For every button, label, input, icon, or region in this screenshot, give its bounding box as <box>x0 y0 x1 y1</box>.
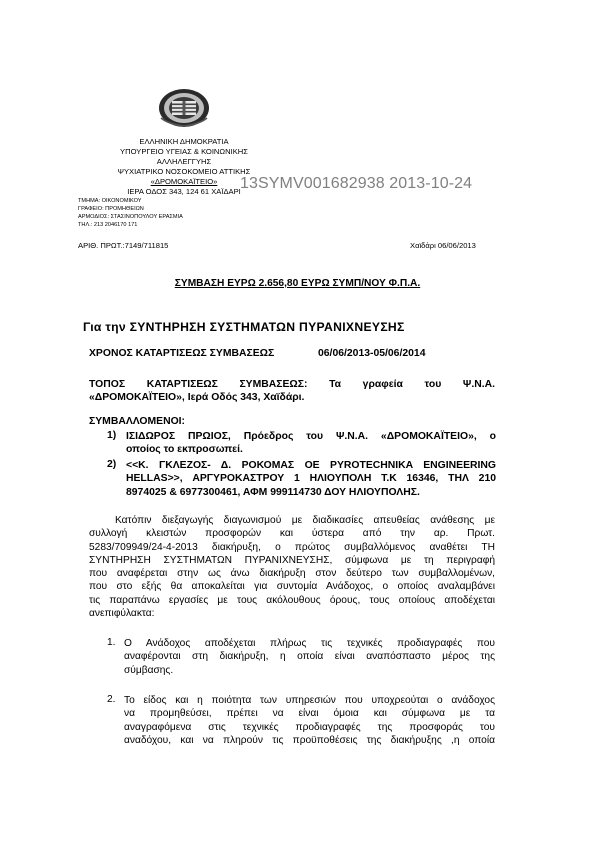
coat-of-arms-emblem <box>158 88 210 128</box>
term-1 <box>124 637 495 677</box>
term-1-line: αναφέρονται στη διακήρυξη, η οποία είναι αναπόσπαστο μέρος της <box>124 651 495 663</box>
header-office: ΓΡΑΦΕΙΟ: ΠΡΟΜΗΘΕΙΩΝ <box>78 206 144 212</box>
period-label: ΧΡΟΝΟΣ ΚΑΤΑΡΤΙΣΕΩΣ ΣΥΜΒΑΣΕΩΣ <box>89 348 275 359</box>
term-1-line: σύμβασης. <box>124 664 174 676</box>
term-2-line: να προμηθεύσει, πρέπει να είναι όμοια και σύμφωνα με τα <box>124 708 495 720</box>
intro-line: ανεπιφύλακτα: <box>89 608 155 620</box>
party-1-line: οποίος το εκπροσωπεί. <box>126 444 243 456</box>
party-2-line: 8974025 & 6977300461, ΑΦΜ 999114730 ΔΟΥ ΗΛΙΟΥΠΟΛΗΣ. <box>126 486 420 498</box>
term-2-line: αναδόχου, και να πληρούν τις προϋποθέσεις της διακήρυξης ,η οποία <box>124 734 495 746</box>
party-2-line: HELLAS>>, ΑΡΓΥΡΟΚΑΣΤΡΟΥ 1 ΗΛΙΟΥΠΟΛΗ Τ.Κ 16346, ΤΗΛ 210 <box>126 473 496 485</box>
party-number: 2) <box>107 459 117 470</box>
intro-line: Κατόπιν διεξαγωγής διαγωνισμού με διαδικασίες απευθείας ανάθεσης με <box>115 515 495 526</box>
parties-heading: ΣΥΜΒΑΛΛΟΜΕΝΟΙ: <box>89 416 186 427</box>
protocol-number: ΑΡΙΘ. ΠΡΩΤ.:7149/711815 <box>78 241 169 250</box>
intro-line: ΣΥΝΤΗΡΗΣΗ ΣΥΣΤΗΜΑΤΩΝ ΠΥΡΑΝΙΧΝΕΥΣΗΣ, σύμφωνα με τη περιγραφή <box>89 554 495 566</box>
intro-line: τις παραπάνω εργασίες με τους ακόλουθους όρους, τους οποίους αποδέχεται <box>89 594 495 606</box>
contract-place <box>89 378 495 405</box>
term-2-line: Το είδος και η ποιότητα των υπηρεσιών που υποχρεούται ο ανάδοχος <box>124 695 495 706</box>
contract-place-line: «ΔΡΟΜΟΚΑΪΤΕΙΟ», Ιερά Οδός 343, Χαϊδάρι. <box>89 392 305 404</box>
term-2-line: αναγραφόμενα στις τεχνικές προδιαγραφές της προσφοράς του <box>124 721 495 733</box>
header-line-country: ΕΛΛΗΝΙΚΗ ΔΗΜΟΚΡΑΤΙΑ <box>139 137 229 146</box>
intro-paragraph <box>89 514 495 620</box>
header-phone: ΤΗΛ.: 213 2046170 171 <box>78 222 138 228</box>
contract-subject: Για την ΣΥΝΤΗΡΗΣΗ ΣΥΣΤΗΜΑΤΩΝ ΠΥΡΑΝΙΧΝΕΥΣΗΣ <box>83 320 405 334</box>
period-value: 06/06/2013-05/06/2014 <box>318 348 426 359</box>
term-number: 1. <box>107 637 116 648</box>
intro-line: 5283/709949/24-4-2013 διακήρυξη, ο πρώτος συμβαλλόμενος αναθέτει ΤΗ <box>89 541 495 553</box>
header-line-ministry: ΥΠΟΥΡΓΕΙΟ ΥΓΕΙΑΣ & ΚΟΙΝΩΝΙΚΗΣ <box>120 147 248 156</box>
header-line-ministry-cont: ΑΛΛΗΛΕΓΓΥΗΣ <box>156 157 212 166</box>
term-2 <box>124 694 495 747</box>
term-number: 2. <box>107 694 116 705</box>
party-number: 1) <box>107 430 117 441</box>
ada-stamp: 13SYMV001682938 2013-10-24 <box>240 175 473 192</box>
intro-line: που στο εξής θα αποκαλείται για συντομία Ανάδοχος, ο οποίος αναλαμβάνει <box>89 581 495 593</box>
party-1 <box>126 430 496 457</box>
header-department: ΤΜΗΜΑ: ΟΙΚΟΝΟΜΙΚΟΥ <box>78 198 142 204</box>
header-line-hospital: ΨΥΧΙΑΤΡΙΚΟ ΝΟΣΟΚΟΜΕΙΟ ΑΤΤΙΚΗΣ <box>117 167 251 176</box>
header-responsible: ΑΡΜΟΔΙΟΣ: ΣΤΑΣΙΝΟΠΟΥΛΟΥ ΕΡΑΣΜΙΑ <box>78 214 183 220</box>
intro-line: που αναφέρεται στην ως άνω διακήρυξη στον δεύτερο των συμβαλλομένων, <box>89 568 495 580</box>
party-2 <box>126 459 496 499</box>
contract-place-line: ΤΟΠΟΣ ΚΑΤΑΡΤΙΣΕΩΣ ΣΥΜΒΑΣΕΩΣ: Τα γραφεία του Ψ.Ν.Α. <box>89 379 495 390</box>
party-2-line: <<Κ. ΓΚΛΕΖΟΣ- Δ. ΡΟΚΟΜΑΣ ΟΕ PYROTECHNIKA ENGINEERING <box>126 460 496 471</box>
header-line-hospital-name: «ΔΡΟΜΟΚΑΪΤΕΙΟ» <box>150 177 218 186</box>
term-1-line: Ο Ανάδοχος αποδέχεται πλήρως τις τεχνικές προδιαγραφές που <box>124 638 495 649</box>
intro-line: συλλογή κλειστών προσφορών και ύστερα από την αρ. Πρωτ. <box>89 528 495 540</box>
party-1-line: ΙΣΙΔΩΡΟΣ ΠΡΩΙΟΣ, Πρόεδρος του Ψ.Ν.Α. «ΔΡΟΜΟΚΑΪΤΕΙΟ», ο <box>126 431 496 442</box>
contract-title: ΣΥΜΒΑΣΗ ΕΥΡΩ 2.656,80 ΕΥΡΩ ΣΥΜΠ/ΝΟΥ Φ.Π.Α. <box>174 278 421 289</box>
place-date: Χαϊδάρι 06/06/2013 <box>410 241 476 250</box>
header-line-address: ΙΕΡΑ ΟΔΟΣ 343, 124 61 ΧΑΪΔΑΡΙ <box>127 187 241 196</box>
